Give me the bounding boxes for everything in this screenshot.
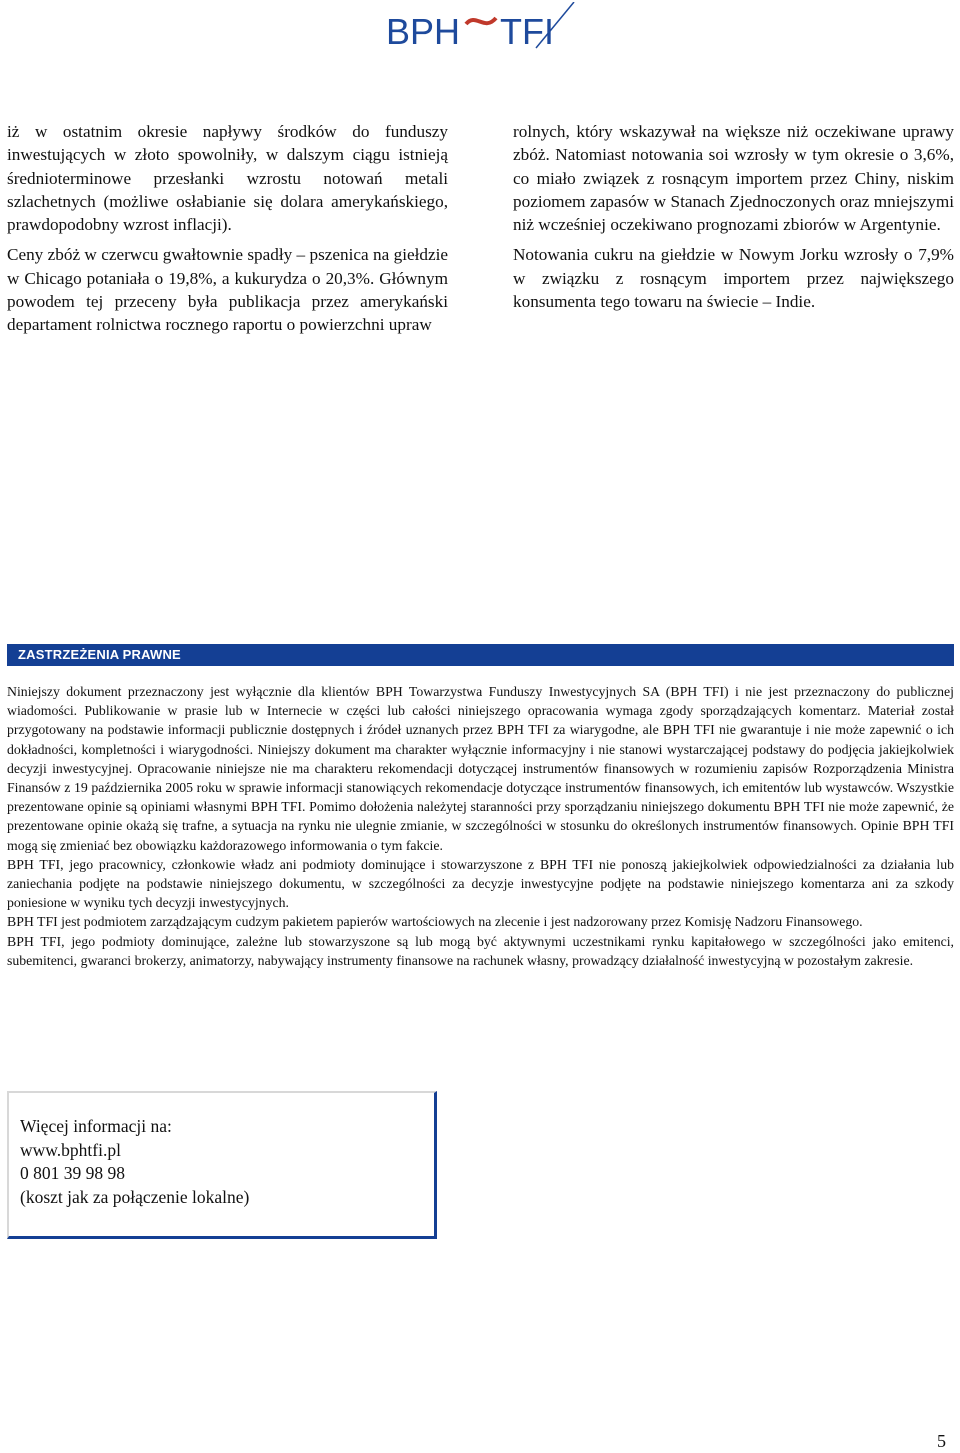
logo-text-left: BPH [386,11,461,52]
article-paragraph: rolnych, który wskazywał na większe niż oczekiwane uprawy zbóż. Natomiast notowania soi wzrosły w tym okresie o 3,6%, co miało związek z rosnącym importem przez Chiny, niskim poziomem zapasów w Stanach Zjednoczonych oraz mniejszymi niż wcześniej oczekiwano prognozami zbiorów w Argentynie. [513,122,954,235]
contact-phone: 0 801 39 98 98 [20,1163,125,1183]
legal-paragraph: Niniejszy dokument przeznaczony jest wyłącznie dla klientów BPH Towarzystwa Funduszy Inwestycyjnych SA (BPH TFI) i nie jest przeznaczony do publicznej wiadomości. Publikowanie w prasie lub w Internecie w części lub całości niniejszego opracowania wymaga zgody sporządzających komentarz. Materiał został przygotowany na podstawie informacji publicznie dostępnych i źródeł uznanych przez BPH TFI za wiarygodne, ale BPH TFI nie gwarantuje i nie może zapewnić o ich dokładności, kompletności i wiarygodności. Niniejszy dokument ma charakter wyłącznie informacyjny i nie stanowi wystarczającej podstawy do podjęcia jakiejkolwiek decyzji inwestycyjnej. Opracowanie niniejsze nie ma charakteru rekomendacji dotyczącej instrumentów finansowych w rozumieniu zapisów Rozporządzenia Ministra Finansów z 19 października 2005 roku w sprawie informacji stanowiących rekomendacje dotyczące instrumentów finansowych, ich emitentów lub wystawców. Wszystkie prezentowane opinie są opiniami własnymi BPH TFI. Pomimo dołożenia należytej staranności przy sporządzaniu niniejszego dokumentu BPH TFI nie może zapewnić, że prezentowane opinie okażą się trafne, a sytuacja na rynku nie ulegnie zmianie, w szczególności w stosunku do określonych instrumentów finansowych. Opinie BPH TFI mogą się zmieniać bez obowiązku każdorazowego informowania o tym fakcie. [7,684,954,853]
article-paragraph: Notowania cukru na giełdzie w Nowym Jorku wzrosły o 7,9% w związku z rosnącym importem przez największego konsumenta tego towaru na świecie – Indie. [513,245,954,312]
legal-section-title: ZASTRZEŻENIA PRAWNE [18,647,181,662]
article-column-left [7,120,448,344]
legal-paragraph: BPH TFI, jego pracownicy, członkowie władz ani podmioty dominujące i stowarzyszone z BPH TFI nie ponoszą jakiejkolwiek odpowiedzialności za działania lub zaniechania podjęte na podstawie niniejszego dokumentu, w szczególności za decyzje inwestycyjne podjęte na podstawie niniejszego komentarza ani za szkody poniesione w wyniku tych decyzji inwestycyjnych. [7,856,954,911]
article-paragraph: Ceny zbóż w czerwcu gwałtownie spadły – pszenica na giełdzie w Chicago potaniała o 19,8%, a kukurydza o 20,3%. Głównym powodem tej przeceny była publikacja przez amerykański departament rolnictwa rocznego raportu o powierzchni upraw [7,245,448,335]
logo-text-right: TFI [500,11,554,52]
page-number: 5 [937,1431,946,1451]
contact-info-box [7,1091,437,1239]
legal-paragraph: BPH TFI jest podmiotem zarządzającym cudzym pakietem papierów wartościowych na zlecenie i jest nadzorowany przez Komisję Nadzoru Finansowego. [7,914,863,930]
logo-swoosh-icon [466,18,496,24]
contact-cost-note: (koszt jak za połączenie lokalne) [20,1186,250,1207]
contact-heading: Więcej informacji na: [20,1116,172,1136]
legal-section-header [7,644,954,666]
legal-paragraph: BPH TFI, jego podmioty dominujące, zależne lub stowarzyszone są lub mogą być aktywnymi uczestnikami rynku kapitałowego w szczególności jako emitenci, subemitenci, gwaranci brokerzy, animatorzy, nabywający instrumenty finansowe na rachunek własny, prowadzący działalność inwestycyjną w pozostałym zakresie. [7,933,954,968]
article-column-right [513,120,954,320]
legal-disclaimer [7,682,954,970]
contact-website-link[interactable]: www.bphtfi.pl [20,1139,121,1160]
article-paragraph: iż w ostatnim okresie napływy środków do funduszy inwestujących w złoto spowolniły, w dalszym ciągu istnieją średnioterminowe przesłanki wzrostu notowań metali szlachetnych (możliwe osłabianie się dolara amerykańskiego, prawdopodobny wzrost inflacji). [7,122,448,235]
bph-tfi-logo [386,2,586,52]
